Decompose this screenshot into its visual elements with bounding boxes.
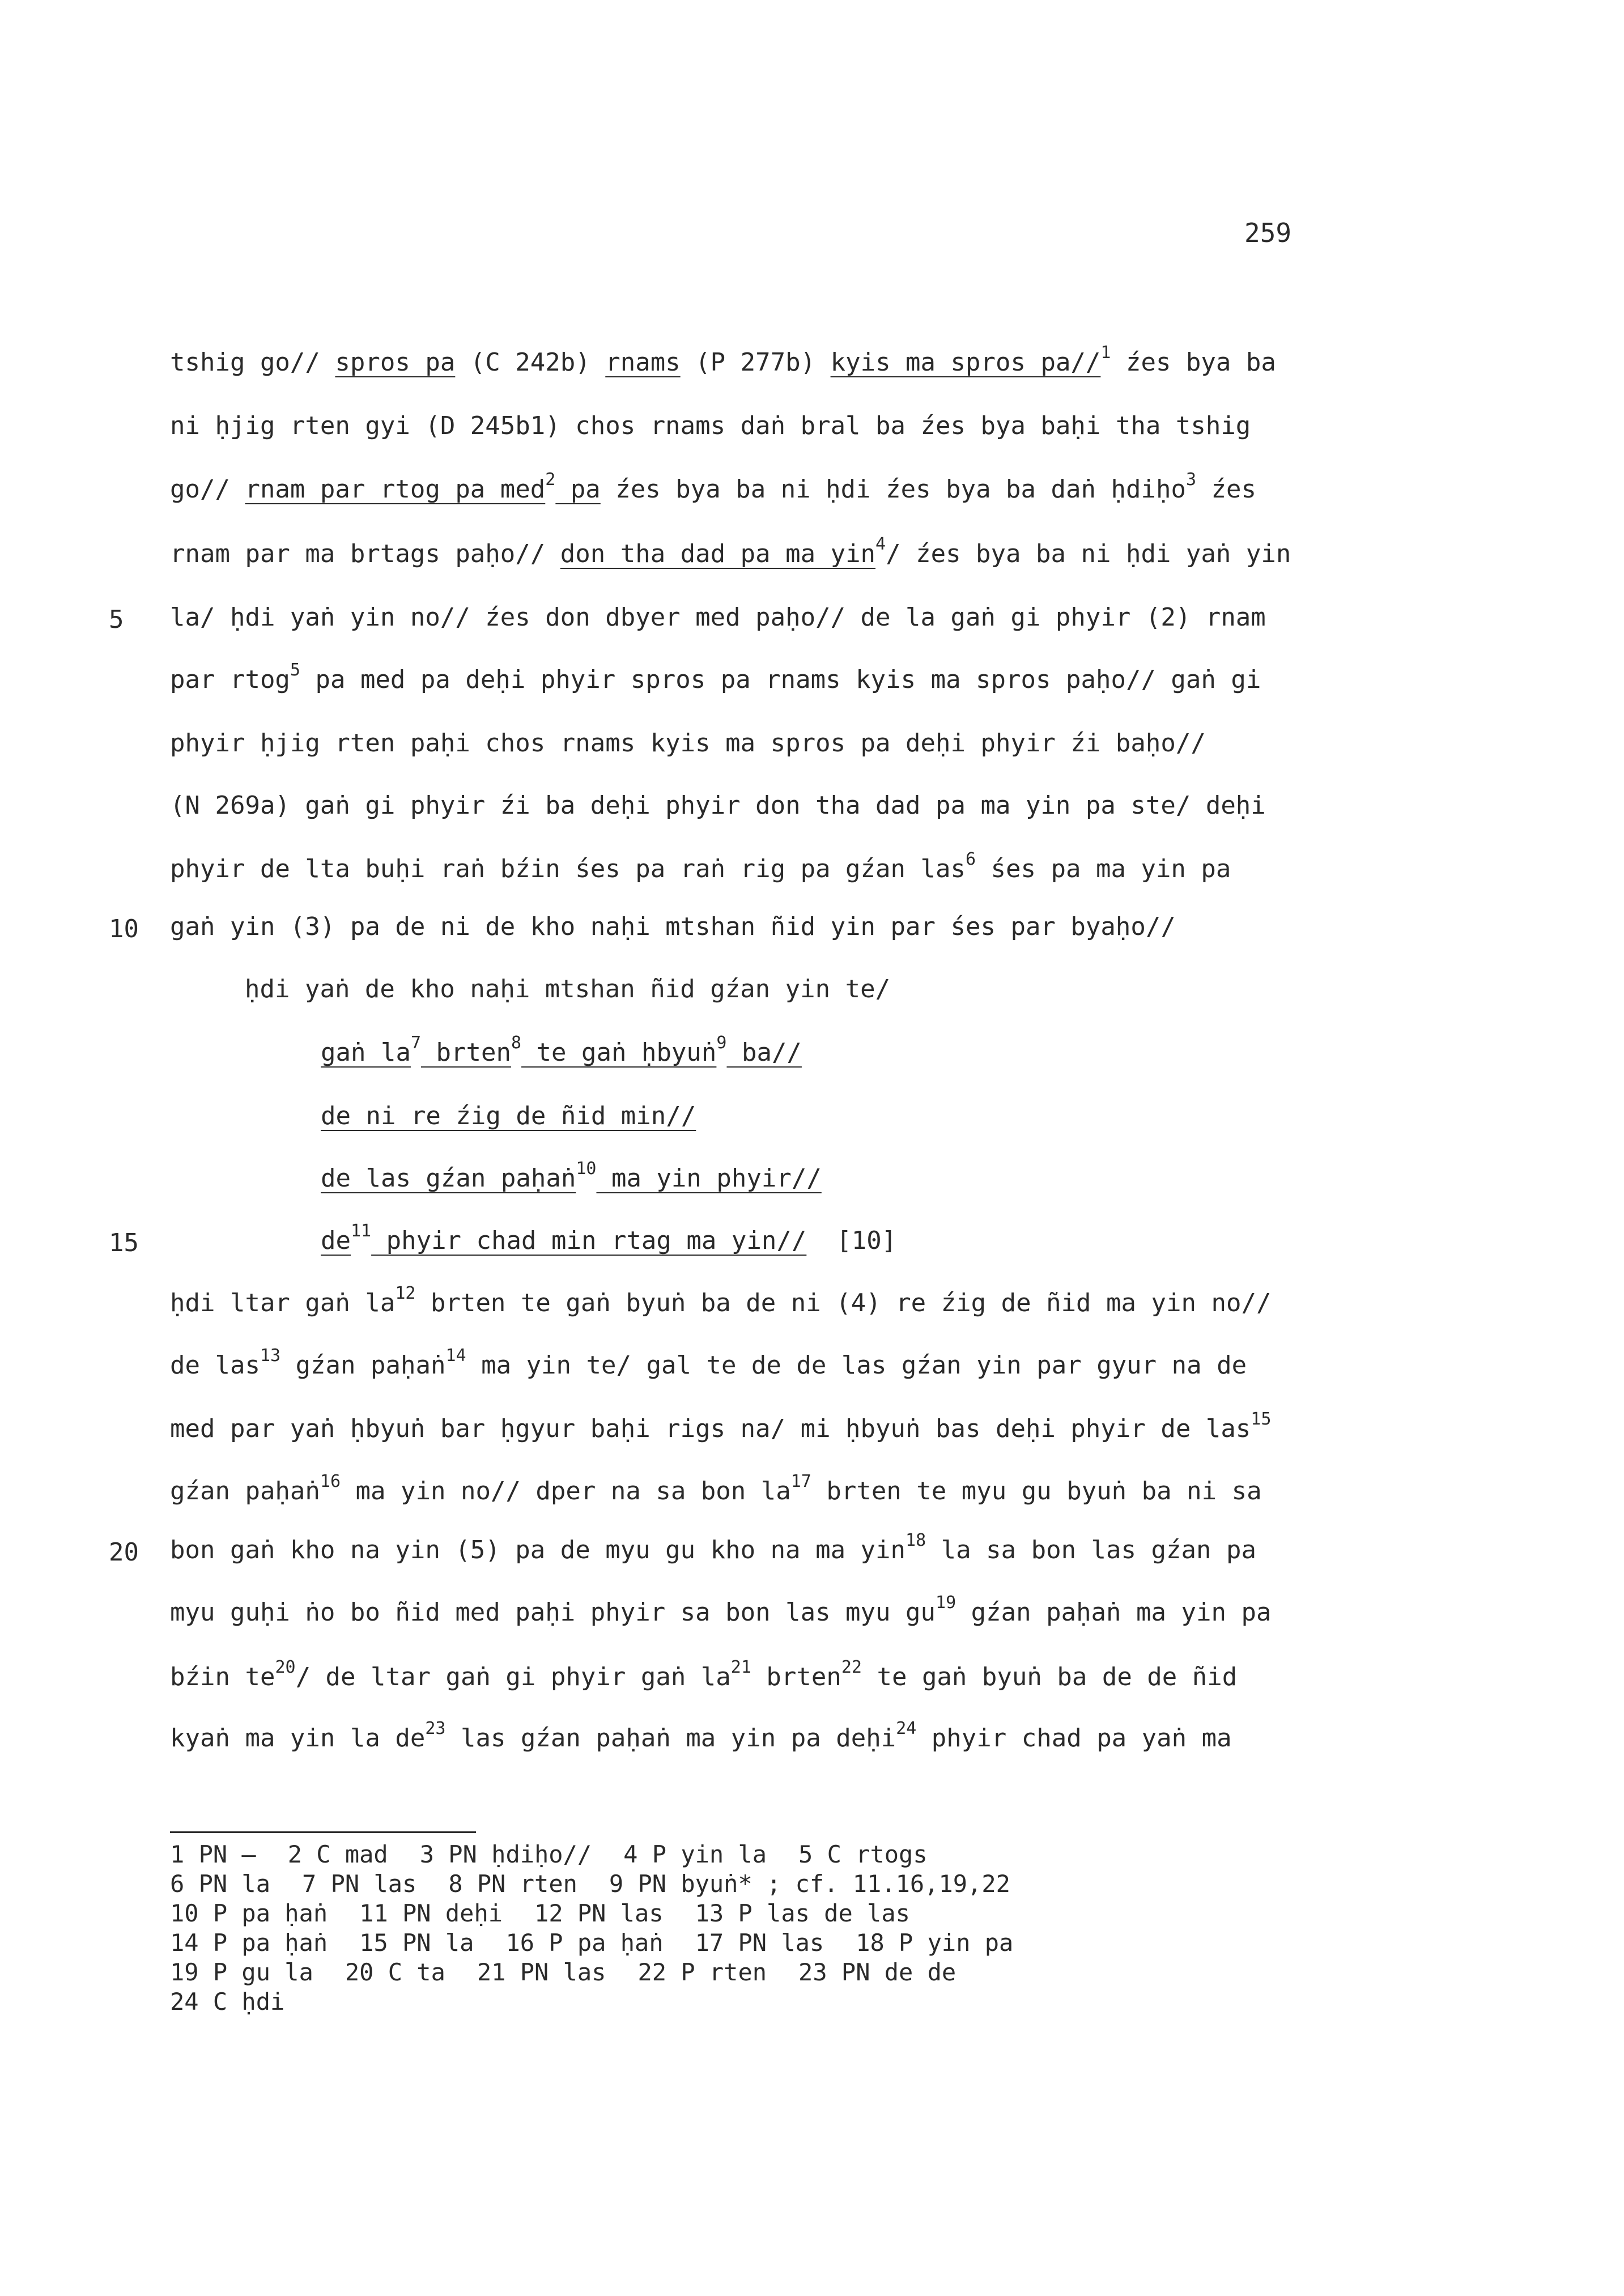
text-line	[170, 1530, 1256, 1564]
underlined-text: de ni re źig de ñid min//	[321, 1102, 696, 1130]
underlined-text: de	[321, 1226, 351, 1255]
footnote-ref: 17	[790, 1472, 811, 1491]
text-segment: kyaṅ ma yin la de	[170, 1724, 426, 1753]
footnote-ref: 24	[896, 1719, 917, 1738]
line-number-15: 15	[109, 1228, 139, 1257]
footnote: 2 C mad	[287, 1840, 388, 1868]
footnote-ref: 6	[965, 849, 976, 869]
text-segment: źes bya ba ni ḥdi źes bya ba daṅ ḥdiḥo	[600, 475, 1186, 504]
footnote-ref: 15	[1251, 1409, 1272, 1429]
text-segment: gźan paḥaṅ	[170, 1477, 320, 1506]
text-line	[321, 1033, 802, 1067]
footnote-rule	[170, 1831, 476, 1833]
footnote: 17 PN las	[695, 1929, 824, 1957]
text-segment: te gaṅ byuṅ ba de de ñid	[861, 1663, 1238, 1691]
underlined-text: rnam par rtog pa med	[245, 475, 546, 504]
text-line	[170, 912, 1176, 941]
text-segment: phyir ḥjig rten paḥi chos rnams kyis ma spros pa deḥi phyir źi baḥo//	[170, 729, 1206, 758]
text-line	[170, 1472, 1262, 1506]
footnote-line	[170, 1958, 988, 1986]
footnote: 24 C ḥdi	[170, 1988, 285, 2016]
underlined-text: rnams	[605, 348, 681, 377]
text-segment: (P 277b)	[680, 348, 831, 377]
footnote-ref: 14	[445, 1346, 466, 1366]
footnote-ref: 16	[320, 1472, 341, 1491]
footnote: 8 PN rten	[448, 1870, 577, 1898]
text-segment: tshig go//	[170, 348, 335, 377]
line-number-5: 5	[109, 605, 124, 634]
text-line	[321, 1104, 696, 1129]
underlined-text: kyis ma spros pa//	[830, 348, 1101, 377]
footnote-ref: 19	[936, 1593, 956, 1613]
footnote-ref: 4	[875, 534, 886, 554]
text-segment: par rtog	[170, 665, 290, 694]
text-segment: [10]	[806, 1226, 897, 1255]
footnote-line	[170, 1899, 942, 1927]
text-line	[170, 605, 1266, 630]
footnote: 16 P pa ḥaṅ	[505, 1929, 664, 1957]
text-segment: / de ltar gaṅ gi phyir gaṅ la	[295, 1663, 731, 1691]
text-line	[170, 343, 1276, 377]
underlined-text: don tha dad pa ma yin	[560, 539, 876, 568]
text-line	[170, 1719, 1232, 1753]
footnote: 19 P gu la	[170, 1958, 313, 1986]
underlined-text: pa	[555, 475, 601, 504]
text-segment: pa med pa deḥi phyir spros pa rnams kyis ma spros paḥo// gaṅ gi	[300, 665, 1261, 694]
text-segment: la sa bon las gźan pa	[926, 1536, 1256, 1564]
footnote-ref: 13	[260, 1346, 281, 1366]
line-number-20: 20	[109, 1538, 139, 1567]
text-line	[170, 1593, 1272, 1627]
line-number-10: 10	[109, 915, 139, 943]
text-line	[245, 977, 890, 1002]
text-segment: ḥdi ltar gaṅ la	[170, 1289, 396, 1317]
footnote-ref: 11	[350, 1221, 372, 1241]
text-segment: źes	[1196, 475, 1256, 504]
footnote: 18 P yin pa	[856, 1929, 1014, 1957]
footnote: 1 PN —	[170, 1840, 256, 1868]
text-segment: las gźan paḥaṅ ma yin pa deḥi	[445, 1724, 896, 1753]
footnote: 21 PN las	[477, 1958, 606, 1986]
text-segment: gaṅ yin (3) pa de ni de kho naḥi mtshan ñid yin par śes par byaḥo//	[170, 912, 1176, 941]
footnote-line	[170, 1988, 316, 2016]
footnote-ref: 5	[290, 660, 300, 680]
text-segment: la/ ḥdi yaṅ yin no// źes don dbyer med paḥo// de la gaṅ gi phyir (2) rnam	[170, 603, 1266, 632]
text-segment: phyir de lta buḥi raṅ bźin śes pa raṅ rig pa gźan las	[170, 854, 966, 883]
footnote: 13 P las de las	[695, 1899, 910, 1927]
text-line	[170, 411, 1251, 440]
footnote: 9 PN byuṅ* ; cf. 11.16,19,22	[609, 1870, 1010, 1898]
text-segment: gźan paḥaṅ	[280, 1351, 446, 1380]
underlined-text: de las gźan paḥaṅ	[321, 1164, 576, 1193]
footnote: 20 C ta	[345, 1958, 445, 1986]
footnote-ref: 23	[425, 1719, 446, 1738]
underlined-text: ba//	[726, 1038, 802, 1067]
footnote: 10 P pa ḥaṅ	[170, 1899, 328, 1927]
footnote: 22 P rten	[637, 1958, 767, 1986]
footnote: 5 C rtogs	[798, 1840, 928, 1868]
text-line	[170, 534, 1291, 568]
text-line	[170, 1346, 1247, 1380]
page-number: 259	[1244, 218, 1292, 248]
text-segment: brten te myu gu byuṅ ba ni sa	[811, 1477, 1262, 1506]
text-line	[170, 793, 1266, 818]
text-line	[170, 731, 1206, 756]
text-line	[321, 1221, 897, 1255]
text-segment: phyir chad pa yaṅ ma	[916, 1724, 1232, 1753]
text-segment: ni ḥjig rten gyi (D 245b1) chos rnams daṅ bral ba źes bya baḥi tha tshig	[170, 411, 1251, 440]
footnote-ref: 20	[275, 1657, 296, 1677]
text-line	[170, 849, 1231, 883]
underlined-text: phyir chad min rtag ma yin//	[371, 1226, 807, 1255]
text-segment: (N 269a) gaṅ gi phyir źi ba deḥi phyir don tha dad pa ma yin pa ste/ deḥi	[170, 791, 1266, 820]
footnote-ref: 22	[841, 1657, 862, 1677]
text-line	[170, 470, 1256, 504]
footnote-ref: 21	[730, 1657, 751, 1677]
text-segment: go//	[170, 475, 245, 504]
footnote-ref: 7	[410, 1033, 422, 1053]
text-segment: źes bya ba	[1111, 348, 1276, 377]
underlined-text: spros pa	[335, 348, 456, 377]
underlined-text: te gaṅ ḥbyuṅ	[521, 1038, 717, 1067]
text-segment: śes pa ma yin pa	[976, 854, 1231, 883]
text-line	[170, 1409, 1272, 1443]
footnote-line	[170, 1840, 959, 1868]
footnote-ref: 1	[1100, 343, 1111, 363]
text-segment: rnam par ma brtags paḥo//	[170, 539, 560, 568]
text-segment: ḥdi yaṅ de kho naḥi mtshan ñid gźan yin te/	[245, 975, 891, 1004]
footnote-ref: 10	[576, 1159, 597, 1179]
text-segment: brten	[751, 1663, 841, 1691]
footnote: 23 PN de de	[798, 1958, 956, 1986]
footnote: 3 PN ḥdiḥo//	[419, 1840, 592, 1868]
text-segment: (C 242b)	[455, 348, 606, 377]
text-line	[321, 1159, 822, 1193]
footnote: 6 PN la	[170, 1870, 271, 1898]
text-segment: med par yaṅ ḥbyuṅ bar ḥgyur baḥi rigs na/ mi ḥbyuṅ bas deḥi phyir de las	[170, 1414, 1251, 1443]
footnote-ref: 2	[545, 470, 556, 490]
text-segment: ma yin te/ gal te de de las gźan yin par gyur na de	[466, 1351, 1247, 1380]
text-segment: gźan paḥaṅ ma yin pa	[956, 1598, 1272, 1627]
text-segment: de las	[170, 1351, 260, 1380]
text-segment: brten te gaṅ byuṅ ba de ni (4) re źig de ñid ma yin no//	[415, 1289, 1272, 1317]
footnote: 11 PN deḥi	[359, 1899, 503, 1927]
footnote: 7 PN las	[302, 1870, 417, 1898]
text-segment: bon gaṅ kho na yin (5) pa de myu gu kho na ma yin	[170, 1536, 906, 1564]
text-line	[170, 1283, 1272, 1317]
text-segment: bźin te	[170, 1663, 275, 1691]
text-line	[170, 1657, 1238, 1691]
underlined-text: brten	[421, 1038, 511, 1067]
footnote-ref: 8	[511, 1033, 522, 1053]
footnote: 12 PN las	[534, 1899, 664, 1927]
text-segment: / źes bya ba ni ḥdi yaṅ yin	[886, 539, 1291, 568]
footnote-ref: 9	[716, 1033, 727, 1053]
text-line	[170, 660, 1261, 694]
text-segment: ma yin no// dper na sa bon la	[341, 1477, 791, 1506]
footnote-ref: 3	[1185, 470, 1196, 490]
footnote-ref: 18	[905, 1530, 926, 1550]
footnote: 14 P pa ḥaṅ	[170, 1929, 328, 1957]
footnote-ref: 12	[395, 1283, 416, 1303]
underlined-text: ma yin phyir//	[596, 1164, 822, 1193]
footnote: 15 PN la	[359, 1929, 474, 1957]
footnote: 4 P yin la	[623, 1840, 767, 1868]
text-segment: myu guḥi ṅo bo ñid med paḥi phyir sa bon las myu gu	[170, 1598, 936, 1627]
footnote-line	[170, 1870, 1042, 1898]
footnote-line	[170, 1929, 1045, 1957]
underlined-text: gaṅ la	[321, 1038, 411, 1067]
